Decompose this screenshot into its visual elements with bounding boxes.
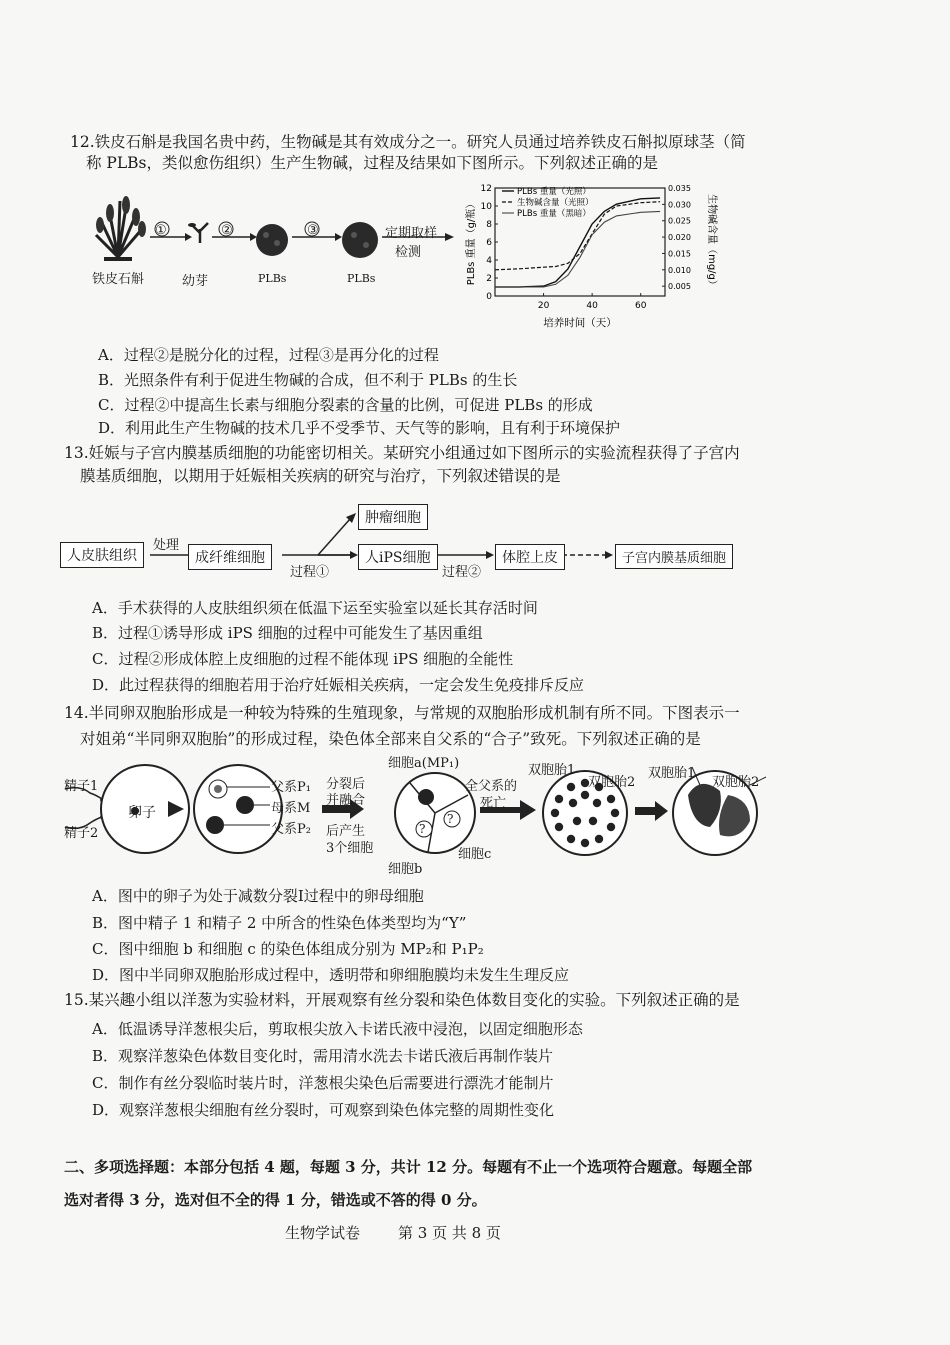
q13-option-d[interactable]: D．此过程获得的细胞若用于治疗妊娠相关疾病，一定会发生免疫排斥反应 [92,676,585,694]
y-tick-label: 6 [486,238,492,248]
q14-option-c[interactable]: C．图中细胞 b 和细胞 c 的染色体组成分别为 MP₂和 P₁P₂ [92,940,484,958]
blastocyst-cell [589,817,597,825]
q12-line-chart [462,180,722,335]
process1-label: 过程① [290,565,330,580]
y2-tick-label: 0.015 [668,249,691,259]
q14-option-d[interactable]: D．图中半同卵双胞胎形成过程中，透明带和卵细胞膜均未发生生理反应 [92,966,570,984]
y2-tick-label: 0.035 [668,184,691,193]
produce-label-1: 后产生 [326,824,366,839]
paternal-p1-label: 父系P₁ [271,780,311,795]
egg-label: 卵子 [128,805,156,821]
q13-stem-line1: 13.妊娠与子宫内膜基质细胞的功能密切相关。某研究小组通过如下图所示的实验流程获得了子宫内 [64,444,740,462]
plbs-label-1: PLBs [258,272,287,285]
tumor-cell-box: 肿瘤细胞 [358,504,428,530]
q12-stem-line1: 12.铁皮石斛是我国名贵中药，生物碱是其有效成分之一。研究人员通过培养铁皮石斛拟原球茎（简 [70,133,746,151]
blastocyst-cell [573,817,581,825]
q12-option-b[interactable]: B．光照条件有利于促进生物碱的合成，但不利于 PLBs 的生长 [98,371,518,389]
blastocyst-cell [555,795,563,803]
q15-option-d[interactable]: D．观察洋葱根尖细胞有丝分裂时，可观察到染色体完整的周期性变化 [92,1101,555,1119]
plbs-cluster-2 [342,222,378,258]
q15-option-b[interactable]: B．观察洋葱染色体数目变化时，需用清水洗去卡诺氏液后再制作装片 [92,1047,554,1065]
q13-option-a[interactable]: A．手术获得的人皮肤组织须在低温下运至实验室以延长其存活时间 [92,599,538,617]
y-axis-label: PLBs 重量（g/瓶） [466,198,477,286]
blastocyst-cell [581,791,589,799]
blastocyst-cell [551,809,559,817]
paternal-p2-label: 父系P₂ [271,822,311,837]
cell-c-question-mark: ? [447,812,454,826]
plbs-cluster-1 [256,224,288,256]
x-axis-label: 培养时间（天） [543,317,617,329]
blastocyst-cell [593,799,601,807]
split-label-1: 分裂后 [326,777,366,792]
blastocyst-cell [581,839,589,847]
sperm1-label: 精子1 [64,779,99,794]
ips-cell-box: 人iPS细胞 [358,544,438,570]
treat-label: 处理 [153,538,180,553]
y-tick-label: 10 [480,202,492,212]
y2-tick-label: 0.005 [668,282,691,292]
produce-label-2: 3个细胞 [326,841,374,856]
endometrial-cell-box: 子宫内膜基质细胞 [615,544,733,569]
q15-option-a[interactable]: A．低温诱导洋葱根尖后，剪取根尖放入卡诺氏液中浸泡，以固定细胞形态 [92,1020,583,1038]
legend-label-1: 生物碱含量（光照） [517,198,594,208]
plant-illustration [96,196,146,259]
y2-tick-label: 0.030 [668,200,691,210]
plant-label: 铁皮石斛 [92,272,145,287]
cell-b-label: 细胞b [388,862,423,877]
q14-stem-line2: 对姐弟“半同卵双胞胎”的形成过程，染色体全部来自父系的“合子”致死。下列叙述正确的是 [80,730,701,748]
x-tick-label: 60 [634,301,647,311]
twin1-label-a: 双胞胎1 [528,763,576,778]
section2-heading-line2: 选对者得 3 分，选对但不全的得 1 分，错选或不答的得 0 分。 [64,1191,487,1209]
plbs-label-2: PLBs [347,272,376,285]
blastocyst-cell [607,823,615,831]
sprout-illustration [188,223,208,243]
section2-heading-line1: 二、多项选择题：本部分包括 4 题，每题 3 分，共计 12 分。每题有不止一个选项符合题意。每题全部 [64,1158,753,1176]
q13-option-c[interactable]: C．过程②形成体腔上皮细胞的过程不能体现 iPS 细胞的全能性 [92,650,514,668]
blastocyst-cell [569,799,577,807]
death-label-2: 死亡 [480,796,507,811]
sperm2-label: 精子2 [64,826,99,841]
footer-page-number: 第 3 页 共 8 页 [398,1224,501,1242]
death-label-1: 全父系的 [465,779,518,794]
sprout-label: 幼芽 [182,274,209,289]
series-line-2 [495,211,660,287]
y2-axis-label: 生物碱含量（mg/g） [706,194,717,290]
sample-label-bottom: 检测 [395,245,422,260]
blastocyst-cell [611,809,619,817]
twin2-label-a: 双胞胎2 [588,775,636,790]
x-tick-label: 40 [586,301,598,311]
y-tick-label: 12 [480,184,492,194]
twin2-label-b: 双胞胎2 [712,775,760,790]
blastocyst-cell [567,783,575,791]
q14-stem-line1: 14.半同卵双胞胎形成是一种较为特殊的生殖现象，与常规的双胞胎形成机制有所不同。下图表示一 [64,704,740,722]
q12-stem-line2: 称 PLBs，类似愈伤组织）生产生物碱，过程及结果如下图所示。下列叙述正确的是 [86,154,658,172]
skin-tissue-box: 人皮肤组织 [60,542,144,568]
step3-label: ③ [307,223,319,238]
maternal-m-label: 母系M [271,801,311,816]
y2-tick-label: 0.020 [668,233,691,243]
y-tick-label: 0 [486,292,492,302]
twin1-label-b: 双胞胎1 [648,766,696,781]
q13-option-b[interactable]: B．过程①诱导形成 iPS 细胞的过程中可能发生了基因重组 [92,624,483,642]
y-tick-label: 4 [486,256,492,266]
q14-option-b[interactable]: B．图中精子 1 和精子 2 中所含的性染色体类型均为“Y” [92,914,467,932]
blastocyst-cell [567,835,575,843]
legend-label-0: PLBs 重量（光照） [517,187,591,197]
epithelium-box: 体腔上皮 [495,544,565,570]
sample-label-top: 定期取样 [385,226,438,241]
y2-tick-label: 0.025 [668,216,691,226]
cell-b-question-mark: ? [419,822,426,836]
process2-label: 过程② [442,565,482,580]
step1-label: ① [155,223,167,238]
step2-label: ② [221,223,233,238]
q14-option-a[interactable]: A．图中的卵子为处于减数分裂Ⅰ过程中的卵母细胞 [92,887,424,905]
blastocyst-cell [595,835,603,843]
q12-option-d[interactable]: D．利用此生产生物碱的技术几乎不受季节、天气等的影响，且有利于环境保护 [98,419,621,437]
q12-option-c[interactable]: C．过程②中提高生长素与细胞分裂素的含量的比例，可促进 PLBs 的形成 [98,396,593,414]
q15-option-c[interactable]: C．制作有丝分裂临时装片时，洋葱根尖染色后需要进行漂洗才能制片 [92,1074,554,1092]
q12-option-a[interactable]: A．过程②是脱分化的过程，过程③是再分化的过程 [98,346,439,364]
q13-stem-line2: 膜基质细胞，以期用于妊娠相关疾病的研究与治疗，下列叙述错误的是 [80,467,561,485]
legend-label-2: PLBs 重量（黑暗） [517,209,591,219]
blastocyst-cell [607,795,615,803]
y-tick-label: 2 [486,274,492,284]
y-tick-label: 8 [486,220,492,230]
cell-a-label: 细胞a(MP₁) [388,756,460,771]
blastocyst-cell [555,823,563,831]
cell-c-label: 细胞c [458,847,492,862]
fibroblast-box: 成纤维细胞 [188,544,272,570]
y2-tick-label: 0.010 [668,265,691,275]
q15-stem: 15.某兴趣小组以洋葱为实验材料，开展观察有丝分裂和染色体数目变化的实验。下列叙述正确的是 [64,991,740,1009]
footer-subject: 生物学试卷 [285,1224,361,1242]
split-label-2: 并融合 [326,793,366,808]
x-tick-label: 20 [537,301,550,311]
